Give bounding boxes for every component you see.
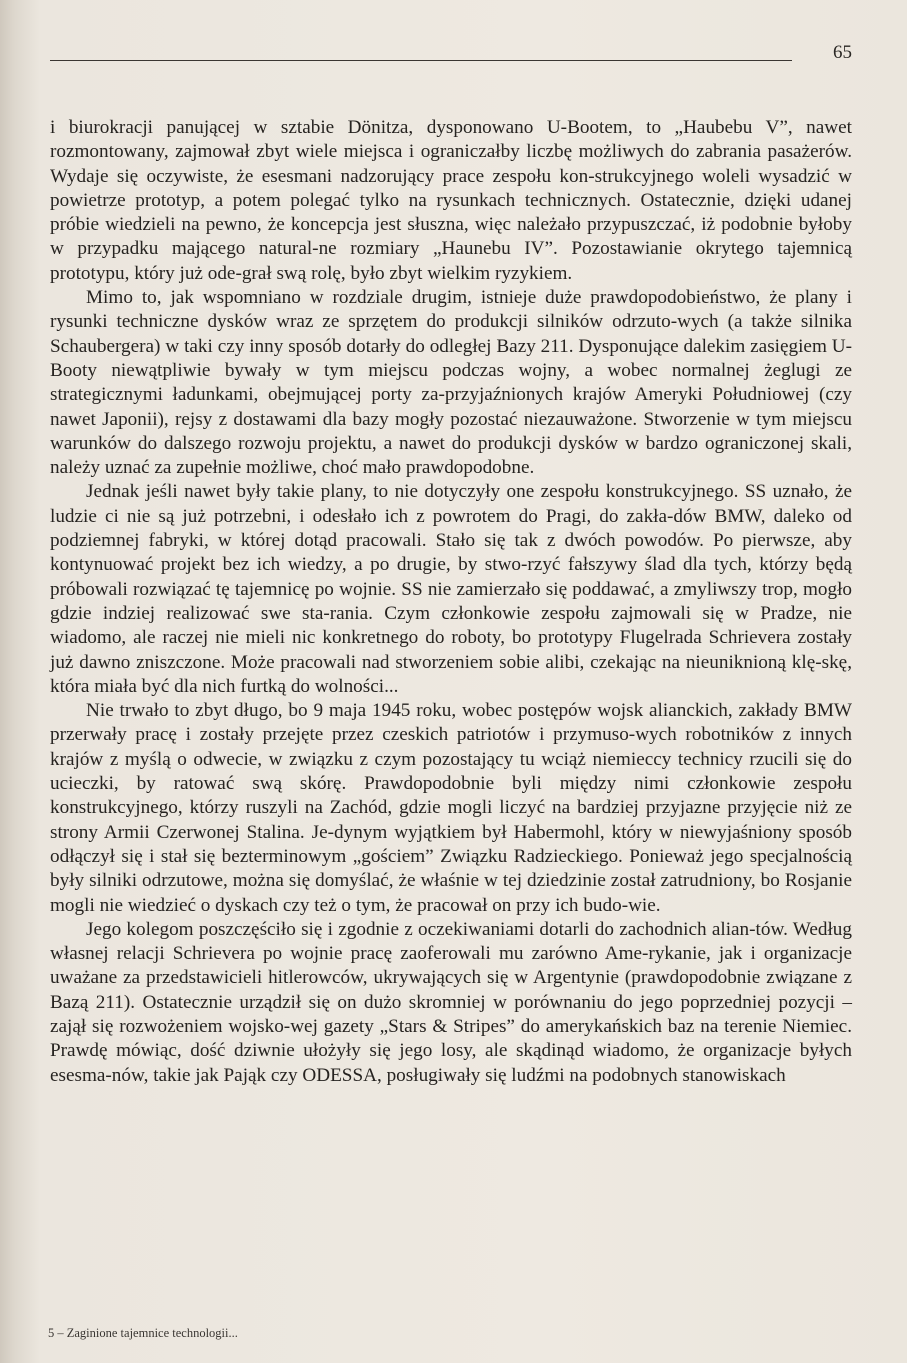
paragraph: i biurokracji panującej w sztabie Dönitza, dysponowano U-Bootem, to „Haubebu V”, nawet rozmontowany, zajmował zbyt wiele miejsca i ograniczałby liczbę możliwych do zabrania pasażerów. Wydaje się oczywiste, że esesmani nadzorujący prace zespołu kon-strukcyjnego woleli wysadzić w powietrze prototyp, a potem polegać tylko na rysunkach technicznych. Ostatecznie, dzięki udanej próbie wiedzieli na pewno, że koncepcja jest słuszna, więc należało przypuszczać, iż podobnie byłoby w przypadku mającego natural-ne rozmiary „Haunebu IV”. Pozostawianie okrytego tajemnicą prototypu, który już ode-grał swą rolę, było zbyt wielkim ryzykiem. xyxy=(50,117,852,284)
header-rule xyxy=(50,60,792,61)
page-number: 65 xyxy=(833,42,852,63)
paragraph: Mimo to, jak wspomniano w rozdziale drugim, istnieje duże prawdopodobieństwo, że plany i rysunki techniczne dysków wraz ze sprzętem do produkcji silników odrzuto-wych (a także silnika Schaubergera) w taki czy inny sposób dotarły do odległej Bazy 211. Dysponujące dalekim zasięgiem U-Booty niewątpliwie bywały w tym miejscu podczas wojny, a wobec normalnej żeglugi ze strategicznymi ładunkami, obejmującej porty za-przyjaźnionych krajów Ameryki Południowej (czy nawet Japonii), rejsy z dostawami dla bazy mogły pozostać niezauważone. Stworzenie w tym miejscu warunków do dalszego rozwoju projektu, a nawet do produkcji dysków w bardzo ograniczonej skali, należy uznać za zupełnie możliwe, choć mało prawdopodobne. xyxy=(50,287,852,479)
footer-signature: 5 – Zaginione tajemnice technologii... xyxy=(48,1326,238,1340)
paragraph: Nie trwało to zbyt długo, bo 9 maja 1945 roku, wobec postępów wojsk alianckich, zakłady BMW przerwały pracę i zostały przejęte przez czeskich patriotów i przymuso-wych robotników z innych krajów z myślą o odwecie, w związku z czym pozostający tu wciąż niemieccy technicy rzucili się do ucieczki, by ratować swą skórę. Prawdopodobnie byli między nimi członkowie zespołu konstrukcyjnego, którzy ruszyli na Zachód, gdzie mogli liczyć na bardziej przyjazne przyjęcie niż ze strony Armii Czerwonej Stalina. Je-dynym wyjątkiem był Habermohl, który w niewyjaśniony sposób odłączył się i stał się bezterminowym „gościem” Związku Radzieckiego. Ponieważ jego specjalnością były silniki odrzutowe, można się domyślać, że właśnie w tej dziedzinie został zatrudniony, bo Rosjanie mogli nie wiedzieć o dyskach czy też o tym, że pracował on przy ich budo-wie. xyxy=(50,700,852,916)
paragraph: Jednak jeśli nawet były takie plany, to nie dotyczyły one zespołu konstrukcyjnego. SS uznało, że ludzie ci nie są już potrzebni, i odesłało ich z powrotem do Pragi, do zakła-dów BMW, daleko od podziemnej fabryki, w której dotąd pracowali. Stało się tak z dwóch powodów. Po pierwsze, aby kontynuować projekt bez ich wiedzy, a po drugie, by stwo-rzyć fałszywy ślad dla tych, którzy będą próbowali rozwiązać tę tajemnicę po wojnie. SS nie zamierzało się poddawać, a zmyliwszy trop, mogło gdzie indziej realizować swe sta-rania. Czym członkowie zespołu zajmowali się w Pradze, nie wiadomo, ale raczej nie mieli nic konkretnego do roboty, bo prototypy Flugelrada Schrievera zostały już dawno zniszczone. Może pracowali nad stworzeniem sobie alibi, czekając na nieuniknioną klę-skę, która miała być dla nich furtką do wolności... xyxy=(50,481,852,697)
paragraph: Jego kolegom poszczęściło się i zgodnie z oczekiwaniami dotarli do zachodnich alian-tów. Według własnej relacji Schrievera po wojnie pracę zaoferowali mu zarówno Ame-rykanie, jak i organizacje uważane za przedstawicieli hitlerowców, ukrywających się w Argentynie (prawdopodobnie związane z Bazą 211). Ostatecznie urządził się on dużo skromniej w porównaniu do jego poprzedniej pozycji – zajął się rozwożeniem wojsko-wej gazety „Stars & Stripes” do amerykańskich baz na terenie Niemiec. Prawdę mówiąc, dość dziwnie ułożyły się jego losy, ale skądinąd wiadomo, że organizacje byłych esesma-nów, takie jak Pająk czy ODESSA, posługiwały się ludźmi na podobnych stanowiskach xyxy=(50,918,852,1086)
body-text xyxy=(50,116,852,1088)
